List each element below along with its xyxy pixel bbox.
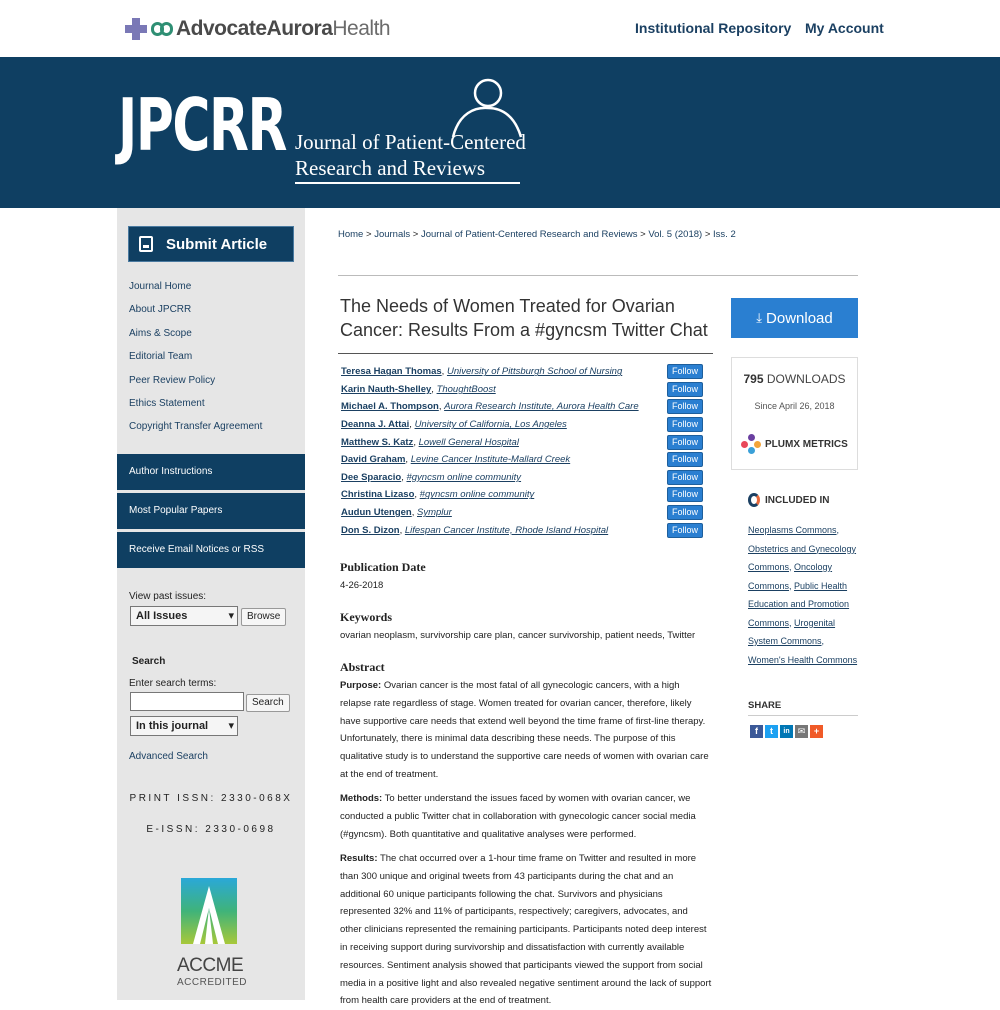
author-name[interactable]: Christina Lizaso	[341, 489, 415, 501]
share-heading: SHARE	[748, 700, 782, 711]
follow-button[interactable]: Follow	[667, 452, 703, 467]
linkedin-icon[interactable]: in	[780, 725, 793, 738]
author-affiliation[interactable]: Levine Cancer Institute-Mallard Creek	[410, 454, 571, 466]
search-scope-select[interactable]: In this journal ▾	[130, 716, 238, 736]
follow-button[interactable]: Follow	[667, 505, 703, 520]
subject-link[interactable]: Women's Health Commons	[748, 654, 858, 665]
breadcrumb: Home > Journals > Journal of Patient-Centered Research and Reviews > Vol. 5 (2018) > Iss. 2	[338, 229, 736, 240]
author-row	[341, 504, 713, 522]
follow-button[interactable]: Follow	[667, 417, 703, 432]
logo-word-mid: Aurora	[266, 17, 333, 40]
abstract-heading: Abstract	[340, 660, 385, 674]
search-terms-label: Enter search terms:	[129, 678, 217, 689]
sidebar-popular-papers[interactable]: Most Popular Papers	[117, 493, 305, 529]
abstract-methods	[340, 790, 712, 843]
submit-article-button[interactable]	[128, 226, 294, 262]
author-row	[341, 363, 713, 381]
e-issn: E-ISSN: 2330-0698	[146, 824, 276, 835]
sidebar-item-about[interactable]: About JPCRR	[129, 304, 192, 316]
past-issues-label: View past issues:	[129, 591, 207, 602]
author-list	[341, 363, 713, 539]
follow-button[interactable]: Follow	[667, 382, 703, 397]
logo-word-end: Health	[332, 17, 391, 40]
browse-button[interactable]: Browse	[241, 608, 286, 626]
author-name[interactable]: Teresa Hagan Thomas	[341, 366, 442, 378]
plumx-metrics-link[interactable]	[741, 434, 848, 454]
sidebar-item-aims-scope[interactable]: Aims & Scope	[129, 327, 192, 339]
author-affiliation[interactable]: University of Pittsburgh School of Nursing	[446, 366, 623, 378]
share-icons	[750, 725, 825, 738]
results-text: The chat occurred over a 1-hour time frame on Twitter and resulted in more than 300 unique and original tweets from 43 participants during the chat and an additional 60 unique participants following the chat. Survivors and physicians represented 32% and 11% of participants, respectively; caregivers, advocates, and other clinicians represented the remaining participants. Participants noted deep interest in receiving support during survivorship and dissatisfaction with currently available resources. Sentiment analysis showed that participants viewed the support from social media in a positive light and also revealed negative sentiment around the lack of support from health care providers at the end of treatment.	[340, 853, 712, 1007]
accme-accredited-logo	[177, 878, 247, 988]
email-icon[interactable]: ✉	[795, 725, 808, 738]
breadcrumb-journals[interactable]: Journals	[374, 229, 411, 240]
author-row	[341, 486, 713, 504]
author-name[interactable]: Audun Utengen	[341, 507, 412, 519]
follow-button[interactable]: Follow	[667, 523, 703, 538]
keywords: ovarian neoplasm, survivorship care plan, cancer survivorship, patient needs, Twitter	[340, 630, 696, 641]
accme-word: ACCME	[177, 955, 244, 976]
included-in-label: INCLUDED IN	[765, 494, 830, 506]
download-icon: ⤓	[756, 310, 763, 325]
sidebar-item-ethics[interactable]: Ethics Statement	[129, 397, 205, 409]
journal-banner[interactable]	[0, 57, 1000, 208]
past-issues-select[interactable]: All Issues ▾	[130, 606, 238, 626]
purpose-label: Purpose:	[340, 680, 382, 691]
print-issn: PRINT ISSN: 2330-068X	[129, 793, 293, 804]
download-label: Download	[766, 309, 833, 327]
author-entry: Michael A. Thompson, Aurora Research Institute, Aurora Health Care	[341, 401, 639, 413]
subject-link[interactable]: Urogenital System Commons	[748, 617, 836, 646]
author-entry: Audun Utengen, Symplur	[341, 507, 452, 519]
download-button[interactable]	[731, 298, 858, 338]
subject-list: Neoplasms Commons, Obstetrics and Gynecology Commons, Oncology Commons, Public Health Education and Promotion Commons, Urogenital System Commons, Women's Health Commons	[748, 525, 858, 665]
sidebar-author-instructions[interactable]: Author Instructions	[117, 454, 305, 490]
author-row	[341, 416, 713, 434]
logo-word-main: Advocate	[176, 17, 267, 40]
cross-icon	[125, 18, 147, 40]
author-row	[341, 521, 713, 539]
follow-button[interactable]: Follow	[667, 470, 703, 485]
author-affiliation[interactable]: Aurora Research Institute, Aurora Health Care	[444, 401, 639, 413]
download-count	[732, 372, 857, 386]
sidebar-item-copyright[interactable]: Copyright Transfer Agreement	[129, 421, 263, 433]
abstract-results	[340, 850, 712, 1010]
methods-text: To better understand the issues faced by women with ovarian cancer, we conducted a public Twitter chat in collaboration with gynecologic cancer social media (#gyncsm). Both quantitative and qualitative analyses were performed.	[340, 793, 696, 840]
advanced-search-link[interactable]: Advanced Search	[129, 751, 208, 762]
author-affiliation[interactable]: #gyncsm online community	[406, 471, 522, 483]
download-count-number: 795	[743, 372, 764, 386]
facebook-icon[interactable]: f	[750, 725, 763, 738]
breadcrumb-home[interactable]: Home	[338, 229, 364, 240]
subject-link[interactable]: Oncology Commons	[748, 562, 833, 591]
search-input[interactable]	[130, 692, 244, 711]
journal-title-line1: Journal of Patient-Centered	[295, 130, 526, 154]
author-affiliation[interactable]: Lifespan Cancer Institute, Rhode Island Hospital	[404, 524, 609, 536]
author-name[interactable]: Don S. Dizon	[341, 524, 400, 536]
sidebar-item-peer-review[interactable]: Peer Review Policy	[129, 374, 216, 386]
author-affiliation[interactable]: #gyncsm online community	[419, 489, 535, 501]
author-affiliation[interactable]: Symplur	[417, 507, 452, 519]
subject-link[interactable]: Obstetrics and Gynecology Commons	[748, 543, 857, 572]
author-name[interactable]: Michael A. Thompson	[341, 401, 439, 413]
more-share-icon[interactable]: +	[810, 725, 823, 738]
author-row	[341, 433, 713, 451]
bepress-icon	[748, 493, 760, 507]
tray-icon	[139, 236, 153, 252]
search-heading: Search	[132, 656, 166, 667]
follow-button[interactable]: Follow	[667, 364, 703, 379]
author-name[interactable]: Karin Nauth-Shelley	[341, 383, 432, 395]
link-icon	[151, 22, 173, 36]
publication-date: 4-26-2018	[340, 580, 384, 591]
author-entry: Dee Sparacio, #gyncsm online community	[341, 471, 522, 483]
author-entry: Teresa Hagan Thomas, University of Pittsburgh School of Nursing	[341, 366, 623, 378]
author-row	[341, 451, 713, 469]
follow-button[interactable]: Follow	[667, 487, 703, 502]
title-divider	[338, 353, 713, 354]
journal-full-title	[295, 129, 526, 181]
author-entry: Matthew S. Katz, Lowell General Hospital	[341, 436, 519, 448]
author-name[interactable]: Matthew S. Katz	[341, 436, 414, 448]
plumx-icon	[741, 434, 761, 454]
sidebar-item-journal-home[interactable]: Journal Home	[129, 281, 192, 292]
publication-date-heading: Publication Date	[340, 560, 426, 574]
follow-button[interactable]: Follow	[667, 435, 703, 450]
submit-article-label: Submit Article	[166, 235, 268, 253]
author-affiliation[interactable]: ThoughtBoost	[436, 383, 496, 395]
download-stats	[731, 357, 858, 470]
author-affiliation[interactable]: Lowell General Hospital	[418, 436, 519, 448]
follow-button[interactable]: Follow	[667, 399, 703, 414]
left-sidebar	[117, 208, 305, 1000]
journal-title-line2: Research and Reviews	[295, 156, 486, 180]
divider	[338, 275, 858, 276]
keywords-heading: Keywords	[340, 610, 392, 624]
author-entry: Deanna J. Attai, University of California, Los Angeles	[341, 419, 567, 431]
abstract-purpose	[340, 677, 712, 784]
advocate-aurora-logo[interactable]	[125, 14, 390, 44]
author-entry: Don S. Dizon, Lifespan Cancer Institute, Rhode Island Hospital	[341, 524, 609, 536]
author-affiliation[interactable]: University of California, Los Angeles	[414, 419, 567, 431]
author-row	[341, 381, 713, 399]
included-in-heading	[748, 493, 829, 507]
accredited-word: ACCREDITED	[177, 977, 248, 988]
author-row	[341, 398, 713, 416]
author-name[interactable]: David Graham	[341, 454, 406, 466]
subject-link[interactable]: Neoplasms Commons	[748, 525, 837, 535]
nav-my-account[interactable]: My Account	[805, 20, 884, 36]
results-label: Results:	[340, 853, 378, 864]
downloads-word: DOWNLOADS	[766, 372, 846, 386]
share-divider	[748, 715, 858, 716]
author-entry: Christina Lizaso, #gyncsm online community	[341, 489, 535, 501]
title-underline	[295, 182, 520, 184]
author-entry: Karin Nauth-Shelley, ThoughtBoost	[341, 383, 496, 395]
subject-link[interactable]: Public Health Education and Promotion Commons	[748, 580, 850, 628]
breadcrumb-issue[interactable]: Iss. 2	[713, 229, 736, 240]
author-entry: David Graham, Levine Cancer Institute-Mallard Creek	[341, 454, 571, 466]
plumx-label: PLUMX METRICS	[765, 438, 848, 450]
author-name[interactable]: Dee Sparacio	[341, 471, 402, 483]
methods-label: Methods:	[340, 793, 383, 804]
breadcrumb-journal[interactable]: Journal of Patient-Centered Research and Reviews	[420, 229, 638, 240]
article-title: The Needs of Women Treated for Ovarian Cancer: Results From a #gyncsm Twitter Chat	[340, 296, 708, 340]
sidebar-links	[129, 281, 262, 445]
search-button[interactable]: Search	[246, 694, 290, 712]
breadcrumb-volume[interactable]: Vol. 5 (2018)	[648, 229, 703, 240]
journal-acronym: JPCRR	[118, 83, 286, 167]
sidebar-email-notices[interactable]: Receive Email Notices or RSS	[117, 532, 305, 568]
accme-mark-icon	[177, 878, 247, 948]
nav-institutional-repository[interactable]: Institutional Repository	[635, 20, 792, 36]
sidebar-item-editorial-team[interactable]: Editorial Team	[129, 351, 193, 363]
downloads-since: Since April 26, 2018	[754, 401, 835, 411]
author-name[interactable]: Deanna J. Attai	[341, 419, 410, 431]
author-row	[341, 469, 713, 487]
top-bar	[0, 0, 1000, 57]
twitter-icon[interactable]: t	[765, 725, 778, 738]
purpose-text: Ovarian cancer is the most fatal of all gynecologic cancers, with a high relapse rate regardless of stage. Women treated for ovarian cancer, therefore, likely have supportive care needs that extend well beyond the time frame of first-line therapy. Unfortunately, there is minimal data describing these needs. The purpose of this qualitative study is to understand the supportive care needs of women with ovarian care at the end of treatment.	[340, 680, 709, 780]
